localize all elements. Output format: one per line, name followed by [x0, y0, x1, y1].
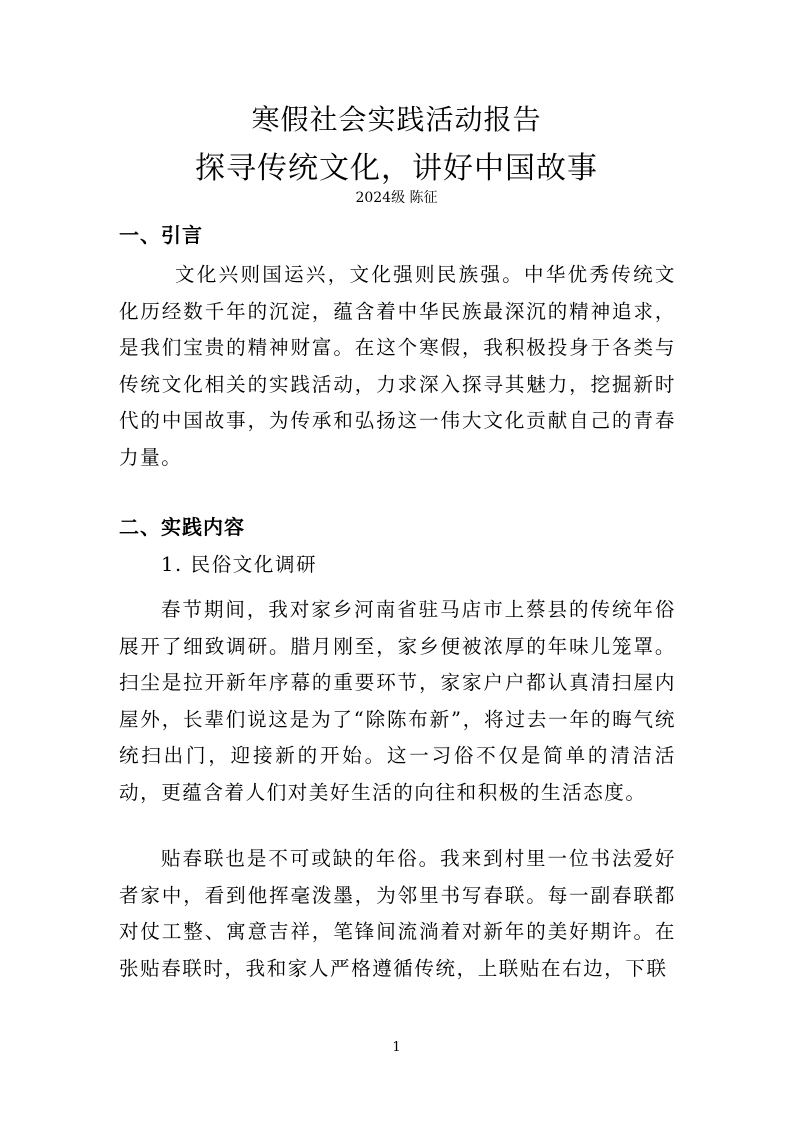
section-heading-practice-content: 二、实践内容: [119, 515, 245, 539]
author-line: 2024级 陈征: [355, 190, 438, 206]
page-number: 1: [392, 1040, 401, 1055]
subsection-heading-folk-culture: 1. 民俗文化调研: [161, 553, 318, 576]
body-paragraph: 贴春联也是不可或缺的年俗。我来到村里一位书法爱好者家中，看到他挥毫泼墨，为邻里书写春联。每一副春联都对仗工整、寓意吉祥，笔锋间流淌着对新年的美好期许。在张贴春联时，我和家人严格遵循传统，上联贴在右边，下联: [119, 847, 676, 980]
section-heading-introduction: 一、引言: [119, 223, 203, 247]
body-paragraph: 春节期间，我对家乡河南省驻马店市上蔡县的传统年俗展开了细致调研。腊月刚至，家乡便被浓厚的年味儿笼罩。扫尘是拉开新年序幕的重要环节，家家户户都认真清扫屋内屋外，长辈们说这是为了“除陈布新”，将过去一年的晦气统统扫出门，迎接新的开始。这一习俗不仅是简单的清洁活动，更蕴含着人们对美好生活的向往和积极的生活态度。: [119, 598, 676, 804]
report-title: 寒假社会实践活动报告: [251, 103, 542, 136]
introduction-paragraph: 文化兴则国运兴，文化强则民族强。中华优秀传统文化历经数千年的沉淀，蕴含着中华民族最深沉的精神追求，是我们宝贵的精神财富。在这个寒假，我积极投身于各类与传统文化相关的实践活动，力求深入探寻其魅力，挖掘新时代的中国故事，为传承和弘扬这一伟大文化贡献自己的青春力量。: [119, 263, 676, 469]
report-subtitle: 探寻传统文化，讲好中国故事: [195, 151, 598, 186]
